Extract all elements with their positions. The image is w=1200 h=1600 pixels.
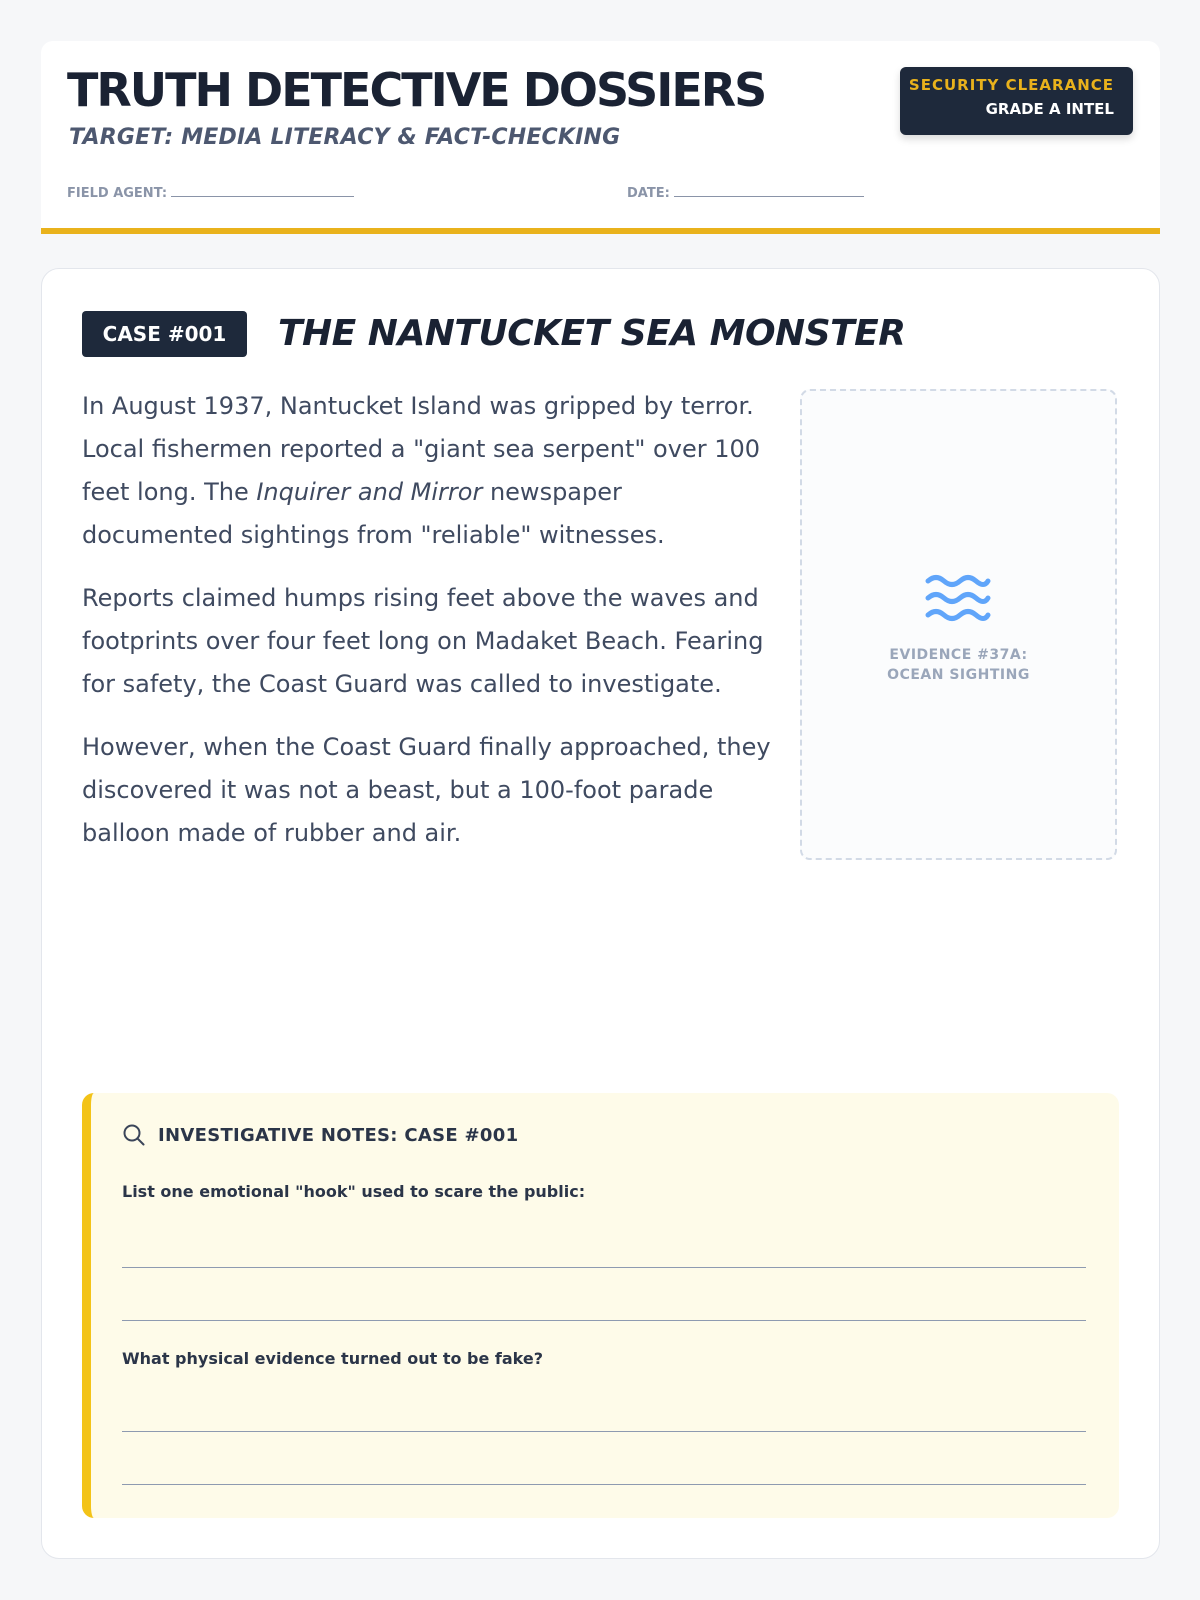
clearance-grade: GRADE A INTEL (985, 100, 1114, 118)
evidence-description: OCEAN SIGHTING (887, 667, 1030, 683)
paragraph-1-text-start: In August 1937, Nantucket Island was gripped by terror. Local fishermen reported a "giant sea serpent" over 100 feet long. The (82, 392, 761, 506)
dossier-header (41, 41, 1160, 234)
evidence-placeholder (800, 389, 1117, 860)
case-number-badge: CASE #001 (82, 311, 247, 357)
story-paragraph-2: Reports claimed humps rising feet above the waves and footprints over four feet long on Madaket Beach. Fearing for safety, the Coast Guard was called to investigate. (82, 584, 764, 698)
security-clearance-badge (900, 67, 1133, 135)
field-agent-blank[interactable] (171, 184, 354, 197)
date-field (627, 184, 864, 201)
clearance-label: SECURITY CLEARANCE (908, 76, 1114, 94)
answer-line-1b[interactable] (122, 1320, 1086, 1321)
answer-line-1a[interactable] (122, 1267, 1086, 1268)
paragraph-1-text-end: newspaper documented sightings from "reliable" witnesses. (82, 478, 665, 549)
answer-line-2a[interactable] (122, 1431, 1086, 1432)
evidence-label (802, 645, 1115, 685)
search-icon (122, 1123, 146, 1147)
date-blank[interactable] (674, 184, 864, 197)
field-agent-field (67, 184, 354, 201)
waves-icon (925, 571, 991, 627)
page-title: TRUTH DETECTIVE DOSSIERS (67, 63, 766, 117)
notes-question-1: List one emotional "hook" used to scare the public: (122, 1182, 586, 1201)
evidence-id: EVIDENCE #37A: (889, 647, 1028, 663)
case-card (41, 268, 1160, 1559)
field-agent-label: FIELD AGENT: (67, 186, 168, 201)
date-label: DATE: (627, 186, 670, 201)
story-paragraph-1 (82, 385, 772, 557)
story-paragraph-3: However, when the Coast Guard finally approached, they discovered it was not a beast, but a 100-foot parade balloon made of rubber and air. (82, 733, 771, 847)
investigative-notes (82, 1093, 1119, 1518)
notes-question-2: What physical evidence turned out to be fake? (122, 1349, 544, 1368)
page-subtitle: TARGET: MEDIA LITERACY & FACT-CHECKING (69, 125, 621, 150)
case-title: THE NANTUCKET SEA MONSTER (278, 313, 906, 354)
case-story (82, 385, 772, 875)
notes-header (122, 1123, 518, 1147)
notes-title: INVESTIGATIVE NOTES: CASE #001 (158, 1124, 519, 1146)
answer-line-2b[interactable] (122, 1484, 1086, 1485)
newspaper-name: Inquirer and Mirror (256, 478, 483, 506)
